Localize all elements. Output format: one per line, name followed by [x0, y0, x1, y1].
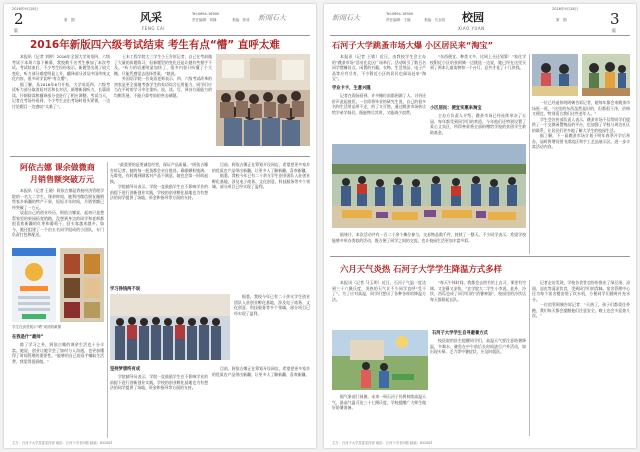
paragraph: 记者在现场看到，许多摊位前都围满了人，讨价还价声此起彼伏。一位即将毕业的研究生说，自己的很多书和生活用品带不走，扔了又可惜，通过跳蚤市场转让给学弟学妹们，既能物尽其用，又能减少浪费。: [332, 93, 426, 115]
weather-col1: [332, 280, 426, 326]
paragraph: 据了解，从2016年6月开始，大学英语四、六级考试听力部分取消短对话和长对话，新增新闻听力，长篇阅读、仔细阅读和翻译部分也进行了相应调整。考试当天，记者在考场外看到，不少考生走出考场时眉头紧锁，一边讨论题目一边感叹“太难了”。: [12, 81, 110, 109]
section-title-en: FENG CAI: [142, 26, 165, 31]
paragraph: 据了解，下一届跳蚤市场计划于明年春季开学后举办，届时将增设图书漂流区和手工艺品展示区，进一步丰富活动内容。: [532, 133, 630, 149]
paragraph: 学院辅导员表示，学院一直鼓励学生在不影响学业的前提下进行创新创业实践，学校的创业孵化基地也为有想法的同学提供了场地、资金和指导等方面的支持。: [110, 184, 208, 200]
main-article-col2: [114, 54, 212, 154]
header-date: 2016年9月28日: [12, 7, 39, 11]
page-number-label: 版: [612, 28, 616, 33]
paragraph: 校医院的医生提醒同学们，高温天气要注意防暑降温，多喝水，避免在中午前后长时间进行户外活动，如出现头晕、乏力等中暑症状，应及时就医。: [430, 338, 526, 354]
header-rule: [330, 35, 630, 36]
lower-col3b: [234, 294, 310, 360]
article3-subhead: 在我是什“最帅”: [12, 335, 44, 340]
header-rule: [10, 35, 310, 36]
subhead-2: 小区居民：便宜实惠来淘宝: [430, 106, 482, 111]
photo-caption: 学生在食堂展示“晒”成绩的截图: [12, 325, 62, 329]
product-photo: [60, 248, 104, 322]
newspaper-logo: 新闻石大: [258, 14, 286, 22]
center-subhead-1: 学习挣钱两不误: [110, 287, 141, 292]
header-tel: Tel:0694-16900: [192, 12, 220, 16]
page-footer: 主办：石河子大学党委宣传部 地址：石河子市北四路 邮编：832003: [332, 441, 433, 445]
paragraph: “每天午休时间，我都会去图书馆上自习，那里有空调，又安静又凉快。”农学院大二学生小李说。此外，冷饮、西瓜也成了同学们的“消暑神器”，校园里的冷饮店每天都排起长队。: [430, 280, 526, 302]
weather-subhead: 石河子大学学生自寻避暑方式: [432, 331, 488, 336]
header-tel: Tel:0694-16900: [386, 12, 414, 16]
weather-headline: 六月天气炎热 石河子大学学生降温方式多样: [340, 264, 503, 274]
header-designer: 美编：张成: [232, 18, 250, 22]
paragraph: 学生会宣传部负责人表示，跳蚤市场不仅给同学们提供了一个交换闲置物品的平台，也加强了学校与周边社区的联系，让居民们更多地了解大学生的校园生活。: [532, 116, 630, 133]
main-article-col1b: [332, 93, 426, 139]
paragraph: 本报讯（记者 刘婷）2016年全国大学英语四、六级考试于本周六落下帷幕，我校数千名考生参加了本次考试。考试结束后，不少考生纷纷表示，新题型出现了较大变化，听力部分难度明显上升，翻译部分涉及中国传统文化内容，很多同学直呼“有点懵”。: [12, 54, 110, 81]
header-designer: 美编：马玉明: [424, 18, 445, 22]
main-article-col2: [430, 54, 526, 102]
exam-crowd-photo: [216, 54, 310, 146]
page-header: [324, 4, 636, 36]
weather-col1b: [332, 394, 426, 436]
flea-market-photo: [332, 144, 526, 228]
page-number: 3: [610, 10, 620, 28]
section-title-en: XIAO YUAN: [458, 26, 485, 31]
page-number-label: 版: [14, 28, 18, 33]
group-photo: [110, 294, 230, 360]
header-issue: 第 期: [556, 18, 567, 22]
paragraph: 本报讯（记者 马玉明）近日，石河子气温一度达到三十六摄氏度，炎热的天气让不少同学直呼“受不了”。为了应对高温，同学们想出了各种各样的降温方法。: [332, 280, 426, 302]
section-rule: [330, 256, 630, 257]
column-divider: [529, 280, 530, 436]
paragraph: “最重要的是要诚信经营，保证产品质量。”阿依古娜告诉记者，她的每一批货都会亲自挑选，确保颗粒饱满、无霉变。有时遇到顾客对产品不满意，她也会第一时间退换。: [110, 162, 208, 184]
header-date: 2016年9月28日: [552, 7, 579, 11]
lower-col2: [110, 162, 208, 282]
header-editor: 责任编辑：刘静: [192, 18, 217, 22]
main-article-col1: [332, 54, 426, 82]
article2-headline: 阿依古娜 课余做微商: [20, 163, 95, 172]
main-headline: 石河子大学跳蚤市场大爆 小区居民来“淘宝”: [332, 40, 493, 50]
right-column: [532, 100, 630, 252]
phone-screenshot-photo: [12, 248, 56, 322]
paragraph: 据气象部门预测，未来一周石河子仍将持续高温天气，最高气温可达三十七摄氏度，学校提醒广大师生做好防暑准备。: [332, 394, 426, 410]
weather-col3: [532, 280, 630, 436]
section-rule: [10, 156, 310, 157]
center-subhead-2: 坚持梦想终有成: [110, 367, 141, 372]
weather-col2: [430, 280, 526, 326]
paragraph: 一位已经退休的阿姨告诉记者，她每年都会来跳蚤市场逛一逛，“这里的东西虽然是旧的，但都很干净，价格又便宜，特别适合我们这些老年人。”: [532, 100, 630, 116]
main-article-col2b: [430, 113, 526, 139]
paragraph: 目前，阿依古娜正在筹划开设网店，希望把更多家乡的优质农产品带出新疆，让更多人了解新疆、喜欢新疆。: [212, 366, 310, 377]
paragraph: 主办方负责人介绍，跳蚤市场已经连续举办了五届，每年都受到同学们的欢迎。今年他们还特别设置了爱心义卖区，所得善款将全部捐赠给学校的贫困学生救助基金。: [430, 113, 526, 135]
article2-headline-line2: 月销售额突破万元: [30, 175, 94, 184]
paragraph: 外国语学院一位英语老师表示，四、六级考试改革的初衷是更全面地考查学生的英语综合运用能力，同学们应当在平时的学习中注重听、说、读、写、译各方面能力的均衡发展，不能只靠考前的突击刷题。: [114, 76, 212, 98]
header-issue: 第 期: [64, 18, 75, 22]
header-editor: 责任编辑：王晓: [386, 18, 411, 22]
column-divider: [529, 54, 530, 254]
main-headline: 2016年新版四六级考试结束 考生有点“懵” 直呼太难: [30, 39, 280, 51]
paragraph: 据悉，我校今年已有二十余支学生创业团队入驻创业孵化基地，涉及电子商务、文化创意、科技服务等多个领域，部分项目已经实现了盈利。: [212, 173, 310, 189]
paragraph: 除了学习之外，阿依古娜的课余生活也十分丰富。她说，创业让她学会了如何与人沟通，也更加懂得了时间管理的重要性。“能够用自己的双手赚取生活费，我觉得很骄傲。”: [12, 342, 104, 364]
article3-body: [12, 342, 104, 434]
paragraph: “东西便宜、种类又多，比网上买还划算！”家住学校附近小区的张阿姨一边挑选一边说，她已经在这里买到了两本儿童读物和一个台灯，总共才花了十几块钱。: [430, 54, 526, 70]
article2-body: [12, 188, 104, 244]
weather-photo: [332, 330, 428, 390]
paragraph: 本报讯（记者 王晓）阿依古娜是我校经济管理学院的一名大二学生。课余时间，她利用微信朋友圈销售家乡新疆的特产干果，短短半年时间，月销售额已经突破了一万元。: [12, 188, 104, 210]
paragraph: 一位宿管阿姨告诉记者：“天热了，孩子们都爱往外跑，我们每天都会提醒他们注意安全，晚上也会多巡查几次。”: [532, 302, 630, 318]
lower-col2b: [110, 374, 208, 436]
page-right: [324, 4, 636, 448]
page-left: [4, 4, 316, 448]
stall-photo-2: [582, 54, 630, 96]
paragraph: 目前，阿依古娜正在筹划开设网店，希望把更多家乡的优质农产品带出新疆，让更多人了解新疆、喜欢新疆。: [212, 162, 310, 173]
subhead-1: 学业卡卡，生意兴隆: [332, 86, 371, 91]
lower-col3c: [212, 366, 310, 436]
main-article-col1: [12, 54, 110, 154]
main-article-tail: [332, 232, 526, 252]
column-divider: [107, 162, 108, 438]
paragraph: 本报讯（记者 王敏）近日，由我校学生会主办的“跳蚤市场”活动在北区广场举行。活动吸引了数百名同学摆摊设点，闲置的书籍、衣物、生活用品、电子产品等应有尽有，不少附近小区的居民也闻讯赶来“淘宝”。: [332, 54, 426, 81]
paragraph: 土木工程学院大三学生小王告诉记者，自己在考前做了大量的真题练习，但新题型的变化还是让她有些措手不及。“听力的语速明显加快了，很多内容只听懂了个大概，只能凭感觉去选择答案。”她说。: [114, 54, 212, 76]
page-header: [4, 4, 316, 36]
page-number: 2: [14, 10, 24, 28]
lower-col3: [212, 162, 310, 282]
paragraph: 记者走访发现，学校各食堂也纷纷推出了绿豆汤、凉面、凉皮等清凉饮食，受到同学们的青睐。宿舍管理中心还为每个宿舍楼安装了饮水机，方便同学们随时补充水分。: [532, 280, 630, 302]
section-title: 校园: [462, 11, 484, 24]
stall-photo-1: [532, 54, 578, 96]
section-title: 风采: [140, 11, 162, 24]
paragraph: 据统计，本次活动共有一百二十余个摊位参与，交易物品数千件，持续了一整天。不少同学表示，希望学校能够多举办类似的活动，既方便了同学之间的交流，也让校园生活更加丰富多彩。: [332, 232, 526, 243]
page-footer: 主办：石河子大学党委宣传部 地址：石河子市北四路 邮编：832003: [12, 441, 113, 445]
weather-col2b: [430, 338, 526, 436]
paragraph: 据悉，我校今年已有二十余支学生创业团队入驻创业孵化基地，涉及电子商务、文化创意、科技服务等多个领域，部分项目已经实现了盈利。: [234, 294, 310, 316]
paragraph: 学院辅导员表示，学院一直鼓励学生在不影响学业的前提下进行创新创业实践，学校的创业孵化基地也为有想法的同学提供了场地、资金和指导等方面的支持。: [110, 374, 208, 390]
newspaper-logo: 新闻石大: [332, 14, 360, 22]
paragraph: 谈起自己的创业经历，阿依古娜说，起初只是想帮家里的果园拓宽销路，没想到身边的同学和老师都很喜欢新疆的红枣和葡萄干，回头客越来越多。如今，她还组建了一个由五名同学组成的小团队，专门负责打包和配送。: [12, 210, 104, 237]
